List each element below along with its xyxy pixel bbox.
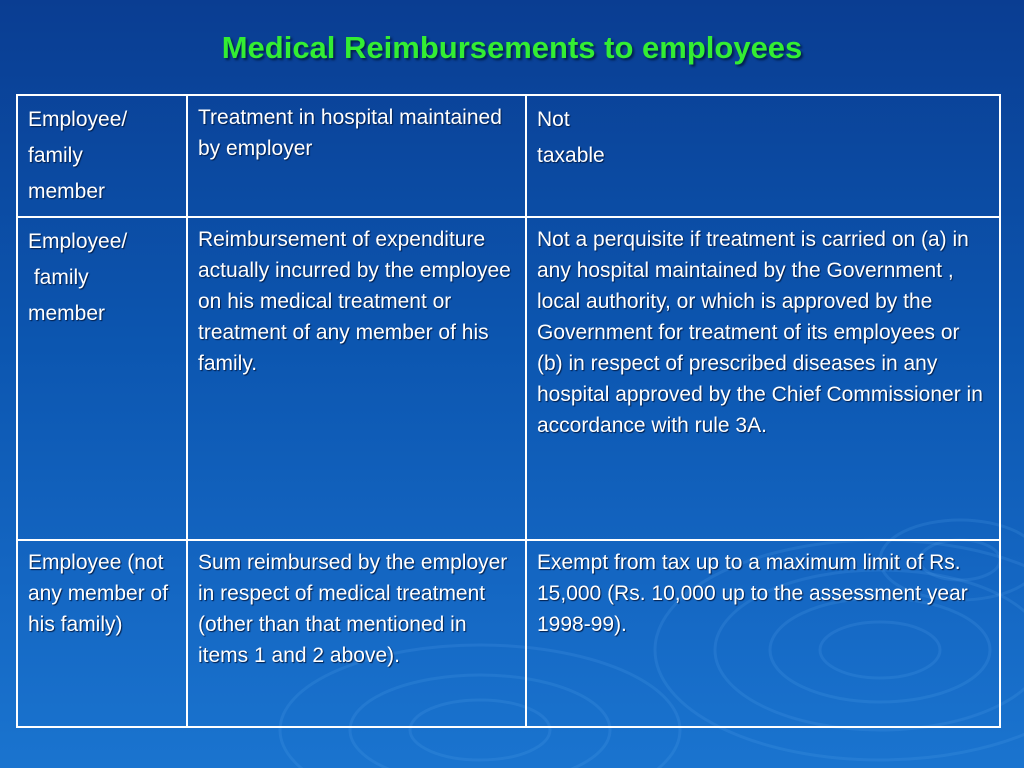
slide-title: Medical Reimbursements to employees (221, 30, 803, 65)
employee-line: family (28, 266, 89, 289)
item-text: Sum reimbursed by the employer in respect of medical treatment (other than that mentioned in items 1 and 2 above). (198, 551, 508, 667)
employee-cell (17, 95, 187, 217)
item-text: Treatment in hospital maintained by employer (198, 106, 502, 160)
employee-line: member (28, 302, 106, 325)
tax-line: taxable (537, 144, 605, 167)
item-cell (187, 540, 526, 727)
medical-reimbursement-table (16, 94, 1001, 728)
tax-treatment-cell (526, 95, 1000, 217)
employee-line: Employee/ (28, 230, 128, 253)
item-cell (187, 95, 526, 217)
tax-text: Exempt from tax up to a maximum limit of Rs. 15,000 (Rs. 10,000 up to the assessment year 1998-99). (537, 551, 968, 636)
employee-line: family (28, 144, 83, 167)
employee-text: Employee (not any member of his family) (28, 551, 169, 636)
employee-cell (17, 217, 187, 540)
table-row (17, 540, 1000, 727)
employee-cell (17, 540, 187, 727)
employee-line: member (28, 180, 106, 203)
tax-line: Not (537, 108, 570, 131)
tax-treatment-cell (526, 540, 1000, 727)
employee-line: Employee/ (28, 108, 128, 131)
table-row (17, 95, 1000, 217)
table-row (17, 217, 1000, 540)
tax-text: Not a perquisite if treatment is carried on (a) in any hospital maintained by the Government , local authority, or which is approved by the Government for treatment of its employees or (b) in respect of prescribed diseases in any hospital approved by the Chief Commissioner in accordance with rule 3A. (537, 228, 983, 437)
item-cell (187, 217, 526, 540)
item-text: Reimbursement of expenditure actually incurred by the employee on his medical treatment or treatment of any member of his family. (198, 228, 511, 375)
tax-treatment-cell (526, 217, 1000, 540)
